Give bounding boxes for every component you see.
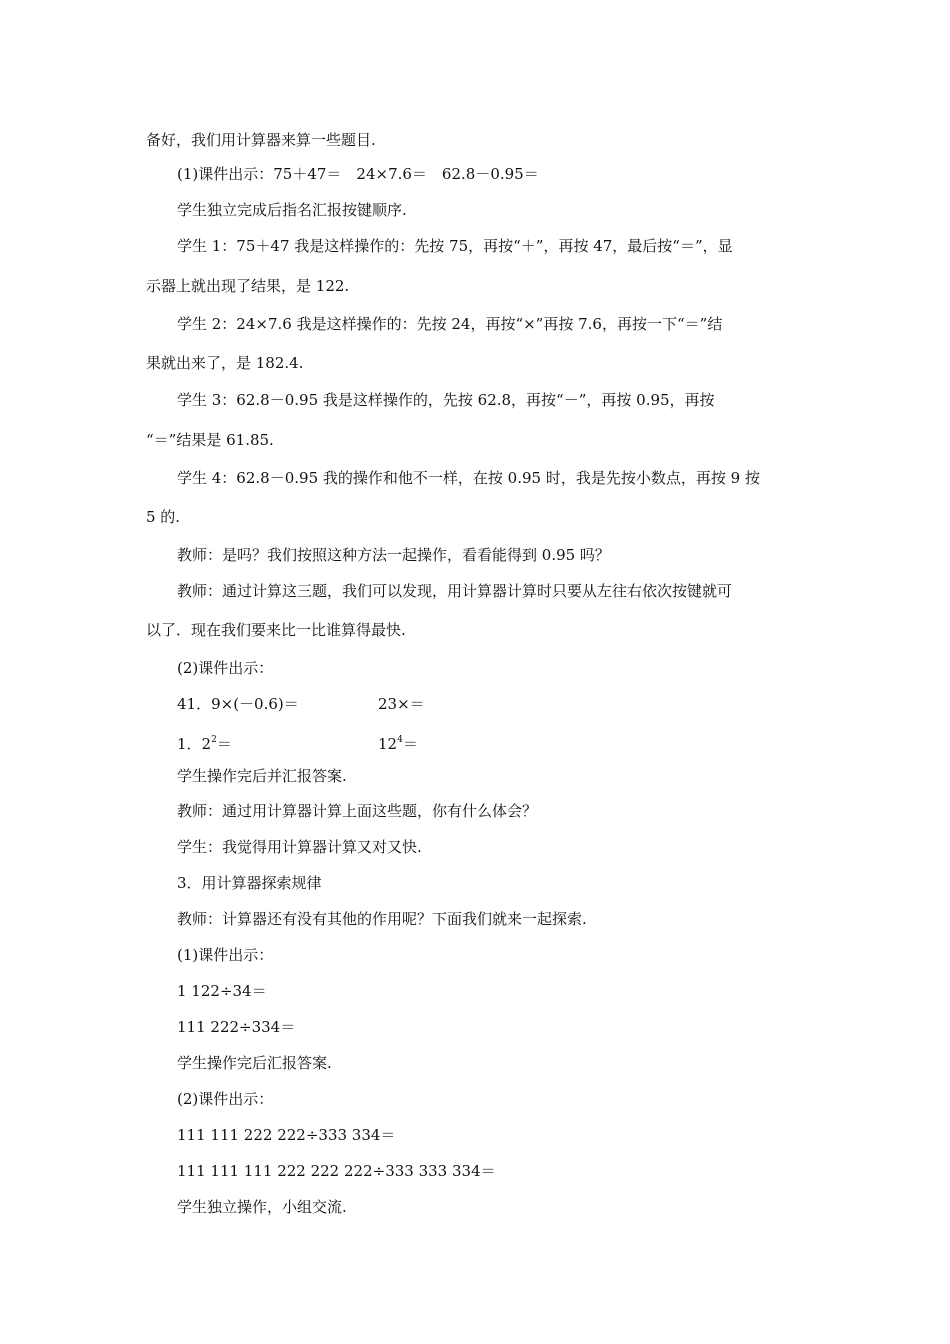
teacher-line: 教师：通过计算这三题，我们可以发现，用计算器计算时只要从左往右依次按键就可 [177,582,733,600]
courseware-display-4: (2)课件出示： [177,1090,274,1108]
exercise-item: 111 111 111 222 222 222÷333 333 334＝ [177,1162,496,1180]
text-line: 备好，我们用计算器来算一些题目. [146,131,376,149]
teacher-line: 教师：通过用计算器计算上面这些题，你有什么体会？ [177,802,538,820]
text-line: 学生操作完后汇报答案. [177,1054,332,1072]
exercise-item: 1 122÷34＝ [177,982,267,1000]
student-3-answer: 学生 3：62.8－0.95 我是这样操作的，先按 62.8，再按“－”，再按 0.95，再按 [177,391,715,409]
base-text: 1．2 [177,735,212,753]
text-line: 学生独立操作，小组交流. [177,1198,347,1216]
exercise-item: 41．9×(－0.6)＝ [177,695,299,713]
student-2-answer-cont: 果就出来了，是 182.4. [146,354,304,372]
student-2-answer: 学生 2：24×7.6 我是这样操作的：先按 24，再按“×”再按 7.6，再按一下“＝”结 [177,315,723,333]
student-line: 学生：我觉得用计算器计算又对又快. [177,838,422,856]
teacher-line-cont: 以了．现在我们要来比一比谁算得最快. [146,621,406,639]
teacher-line: 教师：计算器还有没有其他的作用呢？下面我们就来一起探索. [177,910,587,928]
section-heading: 3．用计算器探索规律 [177,874,322,892]
exercise-power-item [378,730,418,754]
exercise-item: 23×＝ [378,695,425,713]
base-text: 12 [378,735,398,753]
teacher-line: 教师：是吗？我们按照这种方法一起操作，看看能得到 0.95 吗？ [177,546,610,564]
student-1-answer-cont: 示器上就出现了结果，是 122. [146,277,350,295]
student-4-answer: 学生 4：62.8－0.95 我的操作和他不一样，在按 0.95 时，我是先按小数点，再按 9 按 [177,469,760,487]
text-line: 学生独立完成后指名汇报按键顺序. [177,201,407,219]
text-line: 学生操作完后并汇报答案. [177,767,347,785]
courseware-display-1: (1)课件出示：75＋47＝ 24×7.6＝ 62.8－0.95＝ [177,165,539,183]
exercise-power-item [177,730,232,754]
courseware-display-3: (1)课件出示： [177,946,274,964]
exponent: 4 [397,735,403,745]
equals-text: ＝ [402,735,418,753]
equals-text: ＝ [216,735,232,753]
student-1-answer: 学生 1：75＋47 我是这样操作的：先按 75，再按“＋”，再按 47，最后按“＝”，显 [177,237,733,255]
courseware-display-2: (2)课件出示： [177,659,274,677]
exercise-item: 111 222÷334＝ [177,1018,296,1036]
exponent: 2 [211,735,217,745]
student-3-answer-cont: “＝”结果是 61.85. [146,431,274,449]
student-4-answer-cont: 5 的. [146,508,181,526]
exercise-item: 111 111 222 222÷333 334＝ [177,1126,396,1144]
